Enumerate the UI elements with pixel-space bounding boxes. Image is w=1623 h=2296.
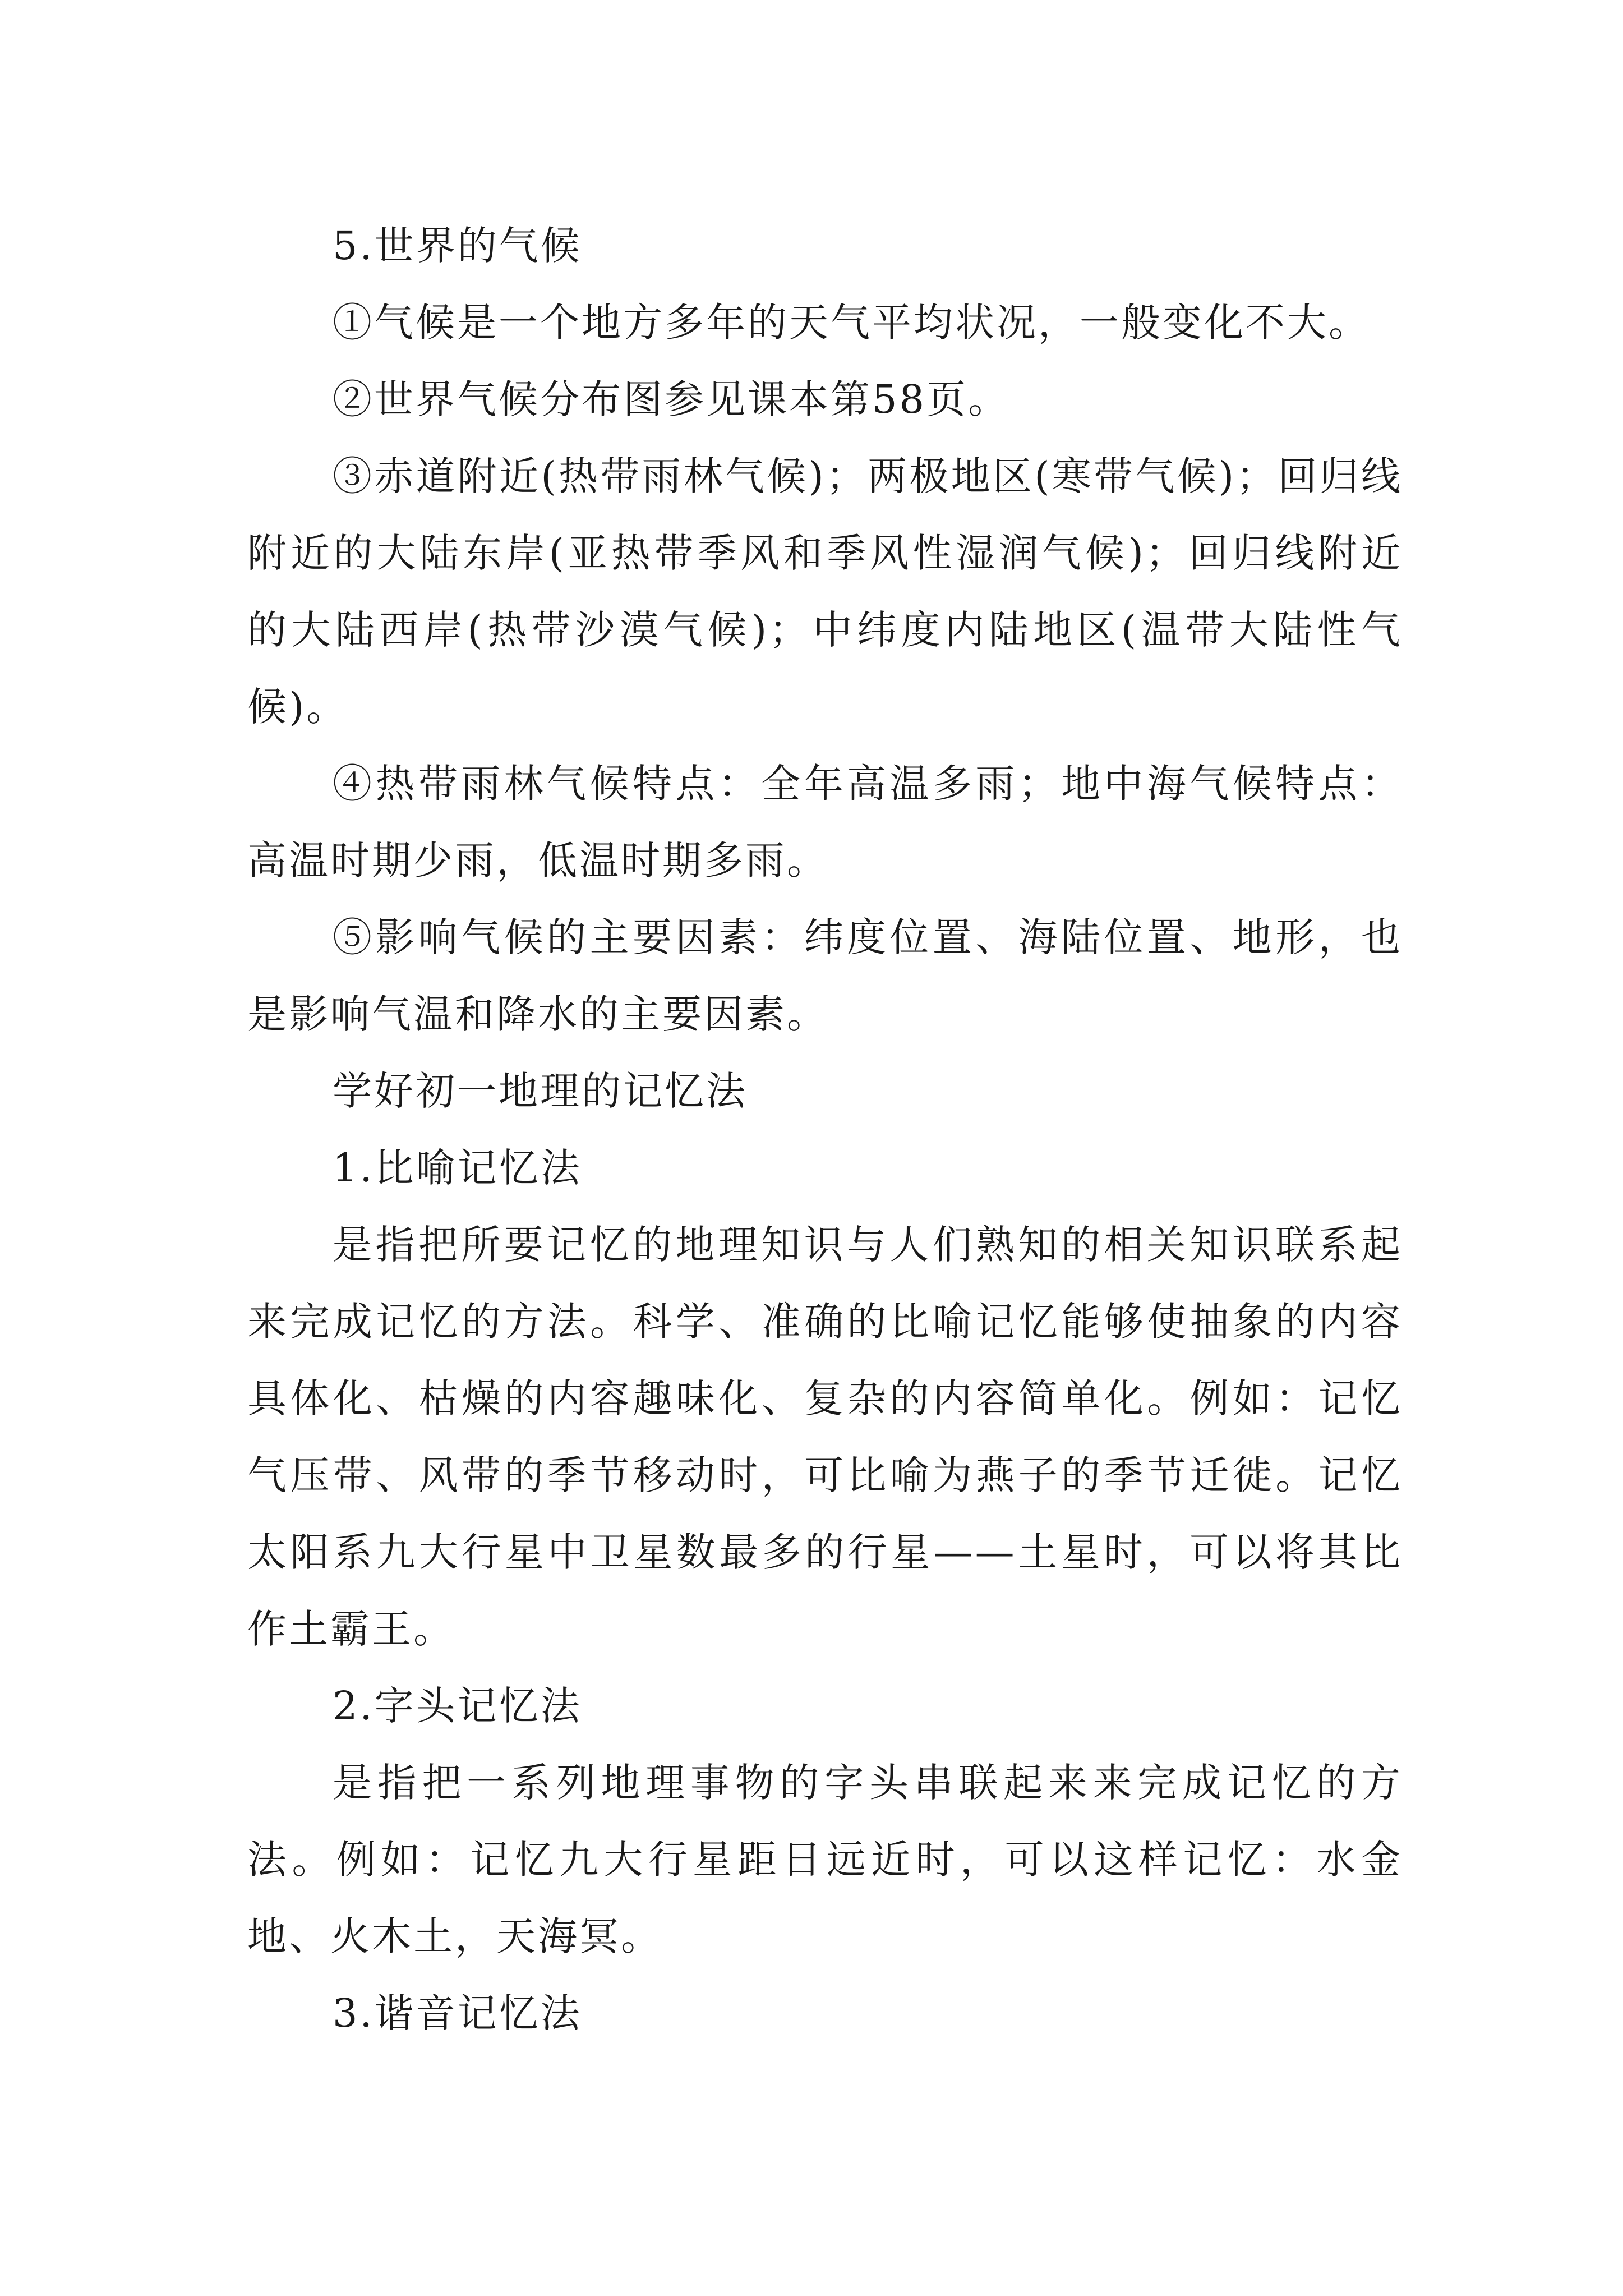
subheading-initials-method: 2.字头记忆法: [333, 1683, 582, 1729]
subheading-homophone-method: 3.谐音记忆法: [333, 1990, 582, 2036]
paragraph-climate-features: ④热带雨林气候特点：全年高温多雨；地中海气候特点：高温时期少雨，低温时期多雨。: [247, 761, 1403, 884]
section-heading-memory-methods: 学好初一地理的记忆法: [333, 1068, 748, 1114]
paragraph-climate-definition: ①气候是一个地方多年的天气平均状况，一般变化不大。: [333, 300, 1370, 346]
document-body: [247, 208, 1403, 2052]
subheading-metaphor-method: 1.比喻记忆法: [333, 1145, 582, 1191]
section-heading-world-climate: 5.世界的气候: [333, 223, 582, 269]
paragraph-initials-method: 是指把一系列地理事物的字头串联起来来完成记忆的方法。例如：记忆九大行星距日远近时，可以这样记忆：水金地、火木土，天海冥。: [247, 1760, 1403, 1959]
paragraph-climate-map: ②世界气候分布图参见课本第58页。: [333, 376, 1010, 422]
paragraph-climate-distribution: ③赤道附近(热带雨林气候)；两极地区(寒带气候)；回归线附近的大陆东岸(亚热带季风和季风性湿润气候)；回归线附近的大陆西岸(热带沙漠气候)；中纬度内陆地区(温带大陆性气候)。: [247, 453, 1403, 730]
paragraph-metaphor-method: 是指把所要记忆的地理知识与人们熟知的相关知识联系起来完成记忆的方法。科学、准确的比喻记忆能够使抽象的内容具体化、枯燥的内容趣味化、复杂的内容简单化。例如：记忆气压带、风带的季节移动时，可比喻为燕子的季节迁徙。记忆太阳系九大行星中卫星数最多的行星——土星时，可以将其比作土霸王。: [247, 1222, 1403, 1652]
paragraph-climate-factors: ⑤影响气候的主要因素：纬度位置、海陆位置、地形，也是影响气温和降水的主要因素。: [247, 914, 1403, 1037]
